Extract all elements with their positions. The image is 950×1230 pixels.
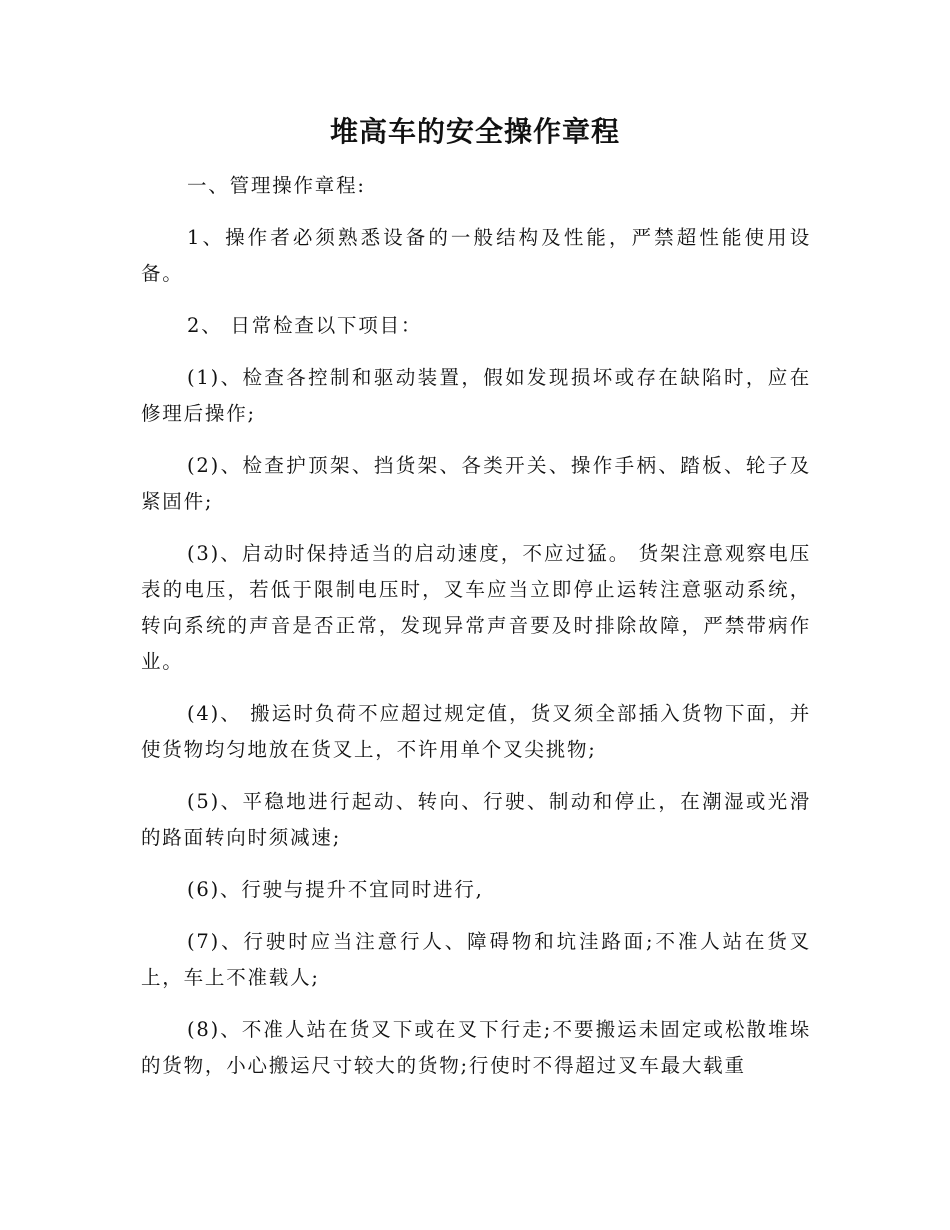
paragraph: 2、 日常检查以下项目： xyxy=(187,314,423,337)
document-title: 堆高车的安全操作章程 xyxy=(329,115,620,148)
paragraph: (3)、启动时保持适当的启动速度，不应过猛。 货架注意观察电压表的电压，若低于限制电压时，叉车应当立即停止运转注意驱动系统，转向系统的声音是否正常，发现异常声音要及时排除故障，严禁带病作业。 xyxy=(141,542,811,673)
document-body xyxy=(141,168,811,1100)
paragraph: (7)、行驶时应当注意行人、障碍物和坑洼路面;不准人站在货叉上，车上不准载人; xyxy=(141,930,811,989)
paragraph: (1)、检查各控制和驱动装置，假如发现损坏或存在缺陷时，应在修理后操作; xyxy=(141,366,811,425)
section-heading: 一、管理操作章程: xyxy=(187,174,366,197)
paragraph: (4)、 搬运时负荷不应超过规定值，货叉须全部插入货物下面，并使货物均匀地放在货叉上，不许用单个叉尖挑物; xyxy=(141,702,811,761)
paragraph: 1、操作者必须熟悉设备的一般结构及性能，严禁超性能使用设备。 xyxy=(141,226,811,285)
paragraph: (6)、行驶与提升不宜同时进行, xyxy=(187,878,484,901)
paragraph: (2)、检查护顶架、挡货架、各类开关、操作手柄、踏板、轮子及紧固件; xyxy=(141,454,811,513)
paragraph: (8)、不准人站在货叉下或在叉下行走;不要搬运未固定或松散堆垛的货物，小心搬运尺寸较大的货物;行使时不得超过叉车最大载重 xyxy=(141,1018,811,1077)
paragraph: (5)、平稳地进行起动、转向、行驶、制动和停止，在潮湿或光滑的路面转向时须减速; xyxy=(141,790,811,849)
